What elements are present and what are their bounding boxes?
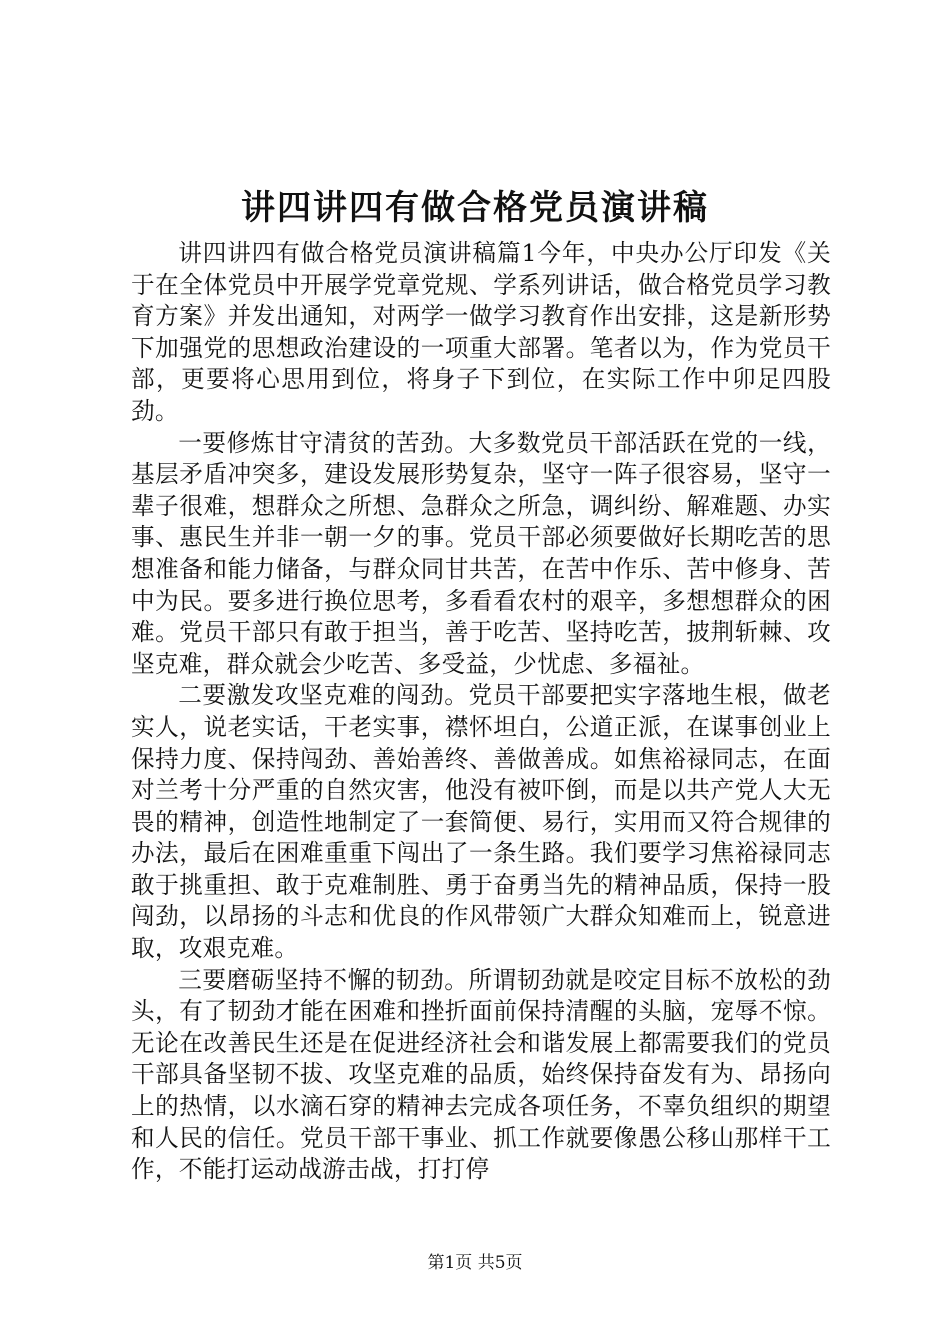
document-body — [131, 238, 831, 1186]
paragraph-intro: 讲四讲四有做合格党员演讲稿篇1今年，中央办公厅印发《关于在全体党员中开展学党章党规、学系列讲话，做合格党员学习教育方案》并发出通知，对两学一做学习教育作出安排，这是新形势下加强党的思想政治建设的一项重大部署。笔者以为，作为党员干部，更要将心思用到位，将身子下到位，在实际工作中卯足四股劲。 — [131, 239, 831, 425]
paragraph-point-three: 三要磨砺坚持不懈的韧劲。所谓韧劲就是咬定目标不放松的劲头，有了韧劲才能在困难和挫折面前保持清醒的头脑，宠辱不惊。无论在改善民生还是在促进经济社会和谐发展上都需要我们的党员干部具备坚韧不拔、攻坚克难的品质，始终保持奋发有为、昂扬向上的热情，以水滴石穿的精神去完成各项任务，不辜负组织的期望和人民的信任。党员干部干事业、抓工作就要像愚公移山那样干工作，不能打运动战游击战，打打停 — [131, 965, 831, 1184]
document-title: 讲四讲四有做合格党员演讲稿 — [241, 188, 709, 228]
paragraph-point-one: 一要修炼甘守清贫的苦劲。大多数党员干部活跃在党的一线，基层矛盾冲突多，建设发展形势复杂，坚守一阵子很容易，坚守一辈子很难，想群众之所想、急群众之所急，调纠纷、解难题、办实事、惠民生并非一朝一夕的事。党员干部必须要做好长期吃苦的思想准备和能力储备，与群众同甘共苦，在苦中作乐、苦中修身、苦中为民。要多进行换位思考，多看看农村的艰辛，多想想群众的困难。党员干部只有敢于担当，善于吃苦、坚持吃苦，披荆斩棘、攻坚克难，群众就会少吃苦、多受益，少忧虑、多福祉。 — [131, 428, 831, 678]
paragraph-point-two: 二要激发攻坚克难的闯劲。党员干部要把实字落地生根，做老实人，说老实话，干老实事，襟怀坦白，公道正派，在谋事创业上保持力度、保持闯劲、善始善终、善做善成。如焦裕禄同志，在面对兰考十分严重的自然灾害，他没有被吓倒，而是以共产党人大无畏的精神，创造性地制定了一套简便、易行，实用而又符合规律的办法，最后在困难重重下闯出了一条生路。我们要学习焦裕禄同志敢于挑重担、敢于克难制胜、勇于奋勇当先的精神品质，保持一股闯劲，以昂扬的斗志和优良的作风带领广大群众知难而上，锐意进取，攻艰克难。 — [131, 681, 831, 963]
page-number-footer: 第1页 共5页 — [427, 1253, 523, 1273]
